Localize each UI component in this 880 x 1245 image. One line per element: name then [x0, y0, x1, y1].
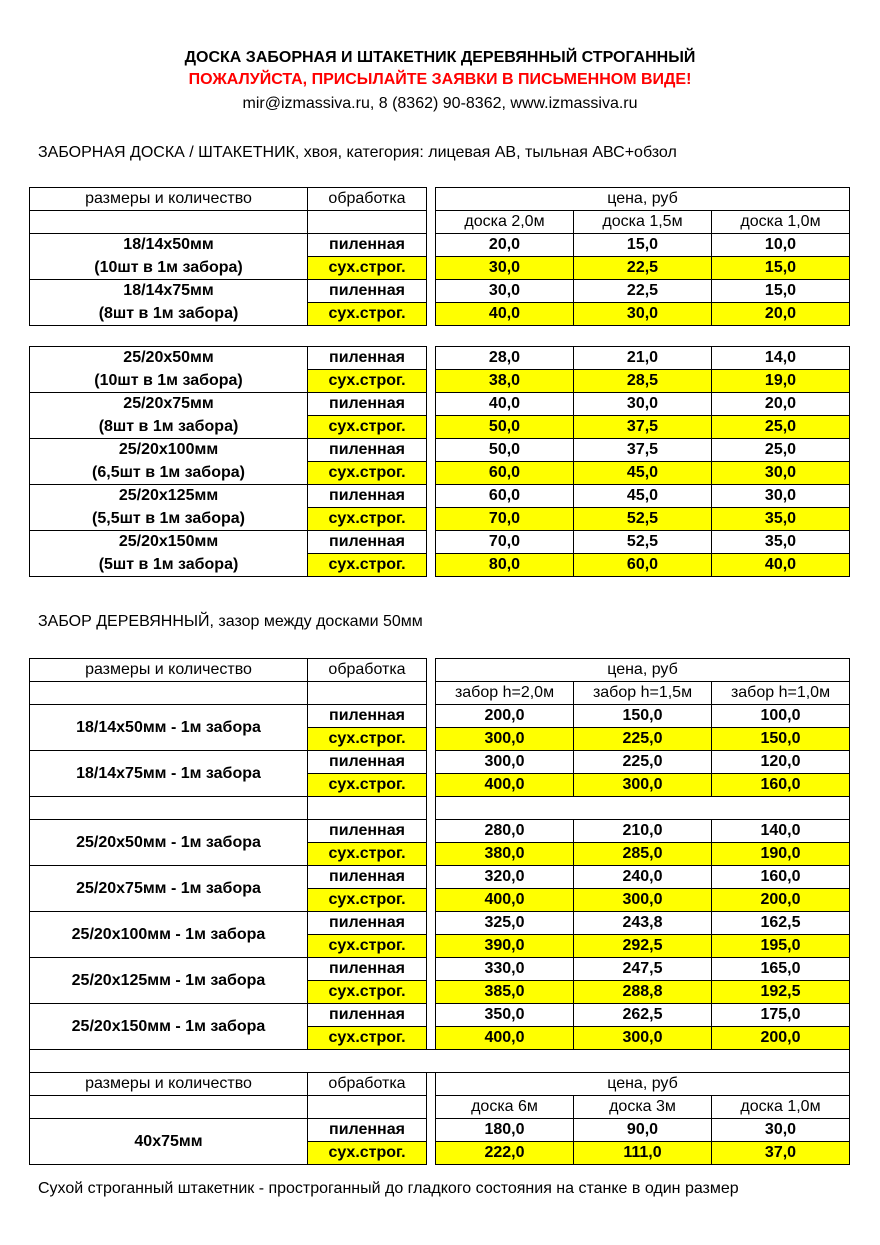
- table-row: [30, 257, 850, 280]
- treatment-sawn: пиленная: [308, 234, 427, 257]
- column-gap: [427, 751, 436, 774]
- treatment-sawn: пиленная: [308, 1004, 427, 1027]
- price-dry-planed: 40,0: [712, 554, 850, 577]
- treatment-sawn: пиленная: [308, 531, 427, 554]
- column-gap: [427, 393, 436, 416]
- column-gap: [427, 935, 436, 958]
- price-sawn: 37,5: [574, 439, 712, 462]
- product-size: 25/20х100мм: [30, 439, 308, 462]
- empty-cell: [308, 682, 427, 705]
- price-sawn: 50,0: [436, 439, 574, 462]
- price-sawn: 150,0: [574, 705, 712, 728]
- col-header-price: цена, руб: [436, 659, 850, 682]
- price-dry-planed: 385,0: [436, 981, 574, 1004]
- table-row: [30, 326, 850, 347]
- product-size: 25/20х150мм - 1м забора: [30, 1004, 308, 1050]
- column-gap: [427, 797, 436, 820]
- column-gap: [427, 659, 436, 682]
- treatment-dry-planed: сух.строг.: [308, 981, 427, 1004]
- price-dry-planed: 222,0: [436, 1142, 574, 1165]
- price-dry-planed: 390,0: [436, 935, 574, 958]
- treatment-dry-planed: сух.строг.: [308, 889, 427, 912]
- table-row: [30, 682, 850, 705]
- table-row: [30, 554, 850, 577]
- column-gap: [427, 508, 436, 531]
- col-header-treatment: обработка: [308, 1073, 427, 1096]
- empty-cell: [30, 1096, 308, 1119]
- price-sawn: 175,0: [712, 1004, 850, 1027]
- product-size: 25/20х75мм: [30, 393, 308, 416]
- price-dry-planed: 190,0: [712, 843, 850, 866]
- price-dry-planed: 288,8: [574, 981, 712, 1004]
- product-size: 18/14х75мм: [30, 280, 308, 303]
- price-dry-planed: 292,5: [574, 935, 712, 958]
- empty-cell: [308, 1096, 427, 1119]
- column-gap: [427, 1027, 436, 1050]
- price-sawn: 60,0: [436, 485, 574, 508]
- column-gap: [427, 554, 436, 577]
- price-dry-planed: 195,0: [712, 935, 850, 958]
- column-gap: [427, 843, 436, 866]
- treatment-sawn: пиленная: [308, 820, 427, 843]
- table-row: [30, 439, 850, 462]
- treatment-sawn: пиленная: [308, 958, 427, 981]
- col-header-size: размеры и количество: [30, 659, 308, 682]
- treatment-dry-planed: сух.строг.: [308, 1027, 427, 1050]
- price-dry-planed: 200,0: [712, 1027, 850, 1050]
- price-dry-planed: 45,0: [574, 462, 712, 485]
- page-title: ДОСКА ЗАБОРНАЯ И ШТАКЕТНИК ДЕРЕВЯННЫЙ СТРОГАННЫЙ: [184, 49, 696, 66]
- column-gap: [427, 1004, 436, 1027]
- column-gap: [427, 774, 436, 797]
- product-size: 25/20х50мм - 1м забора: [30, 820, 308, 866]
- empty-cell: [308, 211, 427, 234]
- treatment-sawn: пиленная: [308, 751, 427, 774]
- table-row: [30, 797, 850, 820]
- price-sawn: 45,0: [574, 485, 712, 508]
- price-sawn: 243,8: [574, 912, 712, 935]
- column-gap: [427, 531, 436, 554]
- price-dry-planed: 192,5: [712, 981, 850, 1004]
- price-dry-planed: 38,0: [436, 370, 574, 393]
- col-header-price: цена, руб: [436, 1073, 850, 1096]
- price-dry-planed: 400,0: [436, 774, 574, 797]
- price-dry-planed: 20,0: [712, 303, 850, 326]
- table-row: [30, 866, 850, 889]
- price-sawn: 70,0: [436, 531, 574, 554]
- price-sawn: 20,0: [712, 393, 850, 416]
- price-dry-planed: 285,0: [574, 843, 712, 866]
- column-gap: [427, 1142, 436, 1165]
- subheader-length: забор h=1,0м: [712, 682, 850, 705]
- treatment-dry-planed: сух.строг.: [308, 370, 427, 393]
- col-header-treatment: обработка: [308, 188, 427, 211]
- price-dry-planed: 60,0: [574, 554, 712, 577]
- table-row: [30, 416, 850, 439]
- column-gap: [427, 981, 436, 1004]
- contacts-line: mir@izmassiva.ru, 8 (8362) 90-8362, www.izmassiva.ru: [242, 95, 638, 112]
- price-sawn: 225,0: [574, 751, 712, 774]
- product-quantity: (5,5шт в 1м забора): [30, 508, 308, 531]
- table-row: [30, 211, 850, 234]
- price-dry-planed: 52,5: [574, 508, 712, 531]
- table-row: [30, 393, 850, 416]
- empty-cell: [30, 211, 308, 234]
- treatment-dry-planed: сух.строг.: [308, 728, 427, 751]
- section2-title: ЗАБОР ДЕРЕВЯННЫЙ, зазор между досками 50мм: [38, 613, 423, 630]
- column-gap: [427, 1073, 436, 1096]
- empty-cell: [436, 797, 850, 820]
- treatment-dry-planed: сух.строг.: [308, 554, 427, 577]
- price-dry-planed: 300,0: [574, 1027, 712, 1050]
- product-size: 25/20х100мм - 1м забора: [30, 912, 308, 958]
- column-gap: [427, 303, 436, 326]
- product-quantity: (10шт в 1м забора): [30, 257, 308, 280]
- empty-cell: [30, 682, 308, 705]
- product-quantity: (8шт в 1м забора): [30, 303, 308, 326]
- price-sawn: 330,0: [436, 958, 574, 981]
- price-dry-planed: 28,5: [574, 370, 712, 393]
- product-size: 25/20х125мм: [30, 485, 308, 508]
- price-sawn: 90,0: [574, 1119, 712, 1142]
- table-row: [30, 1096, 850, 1119]
- empty-cell: [308, 797, 427, 820]
- price-sawn: 120,0: [712, 751, 850, 774]
- price-sawn: 10,0: [712, 234, 850, 257]
- price-sawn: 180,0: [436, 1119, 574, 1142]
- price-sawn: 320,0: [436, 866, 574, 889]
- subheader-length: забор h=2,0м: [436, 682, 574, 705]
- table-row: [30, 705, 850, 728]
- price-sawn: 30,0: [712, 485, 850, 508]
- table-row: [30, 531, 850, 554]
- product-size: 25/20х150мм: [30, 531, 308, 554]
- price-dry-planed: 60,0: [436, 462, 574, 485]
- subheader-length: доска 2,0м: [436, 211, 574, 234]
- price-dry-planed: 40,0: [436, 303, 574, 326]
- price-dry-planed: 200,0: [712, 889, 850, 912]
- price-sawn: 14,0: [712, 347, 850, 370]
- product-quantity: (10шт в 1м забора): [30, 370, 308, 393]
- column-gap: [427, 280, 436, 303]
- table-row: [30, 485, 850, 508]
- treatment-dry-planed: сух.строг.: [308, 774, 427, 797]
- table-row: [30, 188, 850, 211]
- price-sawn: 40,0: [436, 393, 574, 416]
- product-size: 25/20х75мм - 1м забора: [30, 866, 308, 912]
- column-gap: [427, 866, 436, 889]
- subheader-length: доска 1,0м: [712, 211, 850, 234]
- price-sawn: 30,0: [436, 280, 574, 303]
- table-row: [30, 958, 850, 981]
- product-size: 18/14х50мм: [30, 234, 308, 257]
- price-sawn: 15,0: [574, 234, 712, 257]
- treatment-dry-planed: сух.строг.: [308, 843, 427, 866]
- price-sawn: 30,0: [712, 1119, 850, 1142]
- price-sawn: 22,5: [574, 280, 712, 303]
- treatment-sawn: пиленная: [308, 347, 427, 370]
- section1-title: ЗАБОРНАЯ ДОСКА / ШТАКЕТНИК, хвоя, категория: лицевая АВ, тыльная АВС+обзол: [38, 144, 677, 161]
- col-header-size: размеры и количество: [30, 188, 308, 211]
- col-header-price: цена, руб: [436, 188, 850, 211]
- price-dry-planed: 30,0: [574, 303, 712, 326]
- empty-cell: [30, 797, 308, 820]
- price-sawn: 160,0: [712, 866, 850, 889]
- treatment-dry-planed: сух.строг.: [308, 508, 427, 531]
- treatment-dry-planed: сух.строг.: [308, 257, 427, 280]
- table-row: [30, 820, 850, 843]
- price-sawn: 15,0: [712, 280, 850, 303]
- subheader-length: забор h=1,5м: [574, 682, 712, 705]
- column-gap: [427, 347, 436, 370]
- table-row: [30, 912, 850, 935]
- price-dry-planed: 70,0: [436, 508, 574, 531]
- product-quantity: (5шт в 1м забора): [30, 554, 308, 577]
- product-size: 25/20х50мм: [30, 347, 308, 370]
- price-dry-planed: 25,0: [712, 416, 850, 439]
- price-sawn: 35,0: [712, 531, 850, 554]
- treatment-sawn: пиленная: [308, 280, 427, 303]
- table-row: [30, 1073, 850, 1096]
- price-dry-planed: 150,0: [712, 728, 850, 751]
- price-sawn: 30,0: [574, 393, 712, 416]
- price-dry-planed: 300,0: [436, 728, 574, 751]
- price-dry-planed: 111,0: [574, 1142, 712, 1165]
- table-row: [30, 347, 850, 370]
- column-gap: [427, 370, 436, 393]
- price-sawn: 300,0: [436, 751, 574, 774]
- price-sawn: 350,0: [436, 1004, 574, 1027]
- col-header-size: размеры и количество: [30, 1073, 308, 1096]
- column-gap: [427, 912, 436, 935]
- price-sawn: 210,0: [574, 820, 712, 843]
- product-size: 18/14х50мм - 1м забора: [30, 705, 308, 751]
- price-table-fence: [29, 658, 850, 1165]
- price-sawn: 52,5: [574, 531, 712, 554]
- price-sawn: 247,5: [574, 958, 712, 981]
- price-dry-planed: 400,0: [436, 889, 574, 912]
- price-dry-planed: 19,0: [712, 370, 850, 393]
- price-dry-planed: 225,0: [574, 728, 712, 751]
- column-gap: [427, 462, 436, 485]
- treatment-sawn: пиленная: [308, 485, 427, 508]
- price-dry-planed: 400,0: [436, 1027, 574, 1050]
- column-gap: [427, 820, 436, 843]
- price-dry-planed: 380,0: [436, 843, 574, 866]
- column-gap: [427, 257, 436, 280]
- product-size: 18/14х75мм - 1м забора: [30, 751, 308, 797]
- request-notice: ПОЖАЛУЙСТА, ПРИСЫЛАЙТЕ ЗАЯВКИ В ПИСЬМЕННОМ ВИДЕ!: [188, 71, 692, 88]
- column-gap: [427, 439, 436, 462]
- price-sawn: 20,0: [436, 234, 574, 257]
- footer-note: Сухой строганный штакетник - простроганный до гладкого состояния на станке в один размер: [38, 1180, 739, 1197]
- table-row: [30, 1119, 850, 1142]
- price-dry-planed: 15,0: [712, 257, 850, 280]
- column-gap: [427, 1119, 436, 1142]
- product-quantity: (6,5шт в 1м забора): [30, 462, 308, 485]
- price-sawn: 240,0: [574, 866, 712, 889]
- column-gap: [427, 705, 436, 728]
- column-gap: [427, 1096, 436, 1119]
- column-gap: [427, 188, 436, 211]
- subheader-length: доска 1,5м: [574, 211, 712, 234]
- price-dry-planed: 300,0: [574, 889, 712, 912]
- table-row: [30, 751, 850, 774]
- spacer-row: [30, 1050, 850, 1073]
- price-dry-planed: 50,0: [436, 416, 574, 439]
- price-sawn: 100,0: [712, 705, 850, 728]
- treatment-sawn: пиленная: [308, 439, 427, 462]
- price-sawn: 200,0: [436, 705, 574, 728]
- price-dry-planed: 30,0: [712, 462, 850, 485]
- subheader-length: доска 3м: [574, 1096, 712, 1119]
- price-sawn: 162,5: [712, 912, 850, 935]
- price-sawn: 325,0: [436, 912, 574, 935]
- price-dry-planed: 160,0: [712, 774, 850, 797]
- price-dry-planed: 80,0: [436, 554, 574, 577]
- col-header-treatment: обработка: [308, 659, 427, 682]
- subheader-length: доска 6м: [436, 1096, 574, 1119]
- price-table-boards: [29, 187, 850, 577]
- price-sawn: 280,0: [436, 820, 574, 843]
- price-sawn: 21,0: [574, 347, 712, 370]
- treatment-dry-planed: сух.строг.: [308, 303, 427, 326]
- treatment-dry-planed: сух.строг.: [308, 462, 427, 485]
- treatment-sawn: пиленная: [308, 866, 427, 889]
- table-row: [30, 280, 850, 303]
- column-gap: [427, 211, 436, 234]
- table-row: [30, 303, 850, 326]
- table-row: [30, 1050, 850, 1073]
- column-gap: [427, 234, 436, 257]
- table-row: [30, 1004, 850, 1027]
- treatment-sawn: пиленная: [308, 912, 427, 935]
- table-row: [30, 234, 850, 257]
- treatment-dry-planed: сух.строг.: [308, 416, 427, 439]
- price-dry-planed: 37,5: [574, 416, 712, 439]
- column-gap: [427, 958, 436, 981]
- price-sawn: 25,0: [712, 439, 850, 462]
- treatment-sawn: пиленная: [308, 1119, 427, 1142]
- product-size: 25/20х125мм - 1м забора: [30, 958, 308, 1004]
- column-gap: [427, 416, 436, 439]
- column-gap: [427, 728, 436, 751]
- price-dry-planed: 300,0: [574, 774, 712, 797]
- price-dry-planed: 37,0: [712, 1142, 850, 1165]
- table-row: [30, 462, 850, 485]
- treatment-sawn: пиленная: [308, 393, 427, 416]
- treatment-sawn: пиленная: [308, 705, 427, 728]
- price-sawn: 140,0: [712, 820, 850, 843]
- spacer: [30, 326, 850, 347]
- table-row: [30, 659, 850, 682]
- treatment-dry-planed: сух.строг.: [308, 1142, 427, 1165]
- subheader-length: доска 1,0м: [712, 1096, 850, 1119]
- price-sawn: 262,5: [574, 1004, 712, 1027]
- price-sawn: 28,0: [436, 347, 574, 370]
- price-dry-planed: 35,0: [712, 508, 850, 531]
- column-gap: [427, 682, 436, 705]
- column-gap: [427, 485, 436, 508]
- column-gap: [427, 889, 436, 912]
- price-dry-planed: 22,5: [574, 257, 712, 280]
- product-quantity: (8шт в 1м забора): [30, 416, 308, 439]
- product-size: 40х75мм: [30, 1119, 308, 1165]
- treatment-dry-planed: сух.строг.: [308, 935, 427, 958]
- table-row: [30, 508, 850, 531]
- price-dry-planed: 30,0: [436, 257, 574, 280]
- price-sawn: 165,0: [712, 958, 850, 981]
- table-row: [30, 370, 850, 393]
